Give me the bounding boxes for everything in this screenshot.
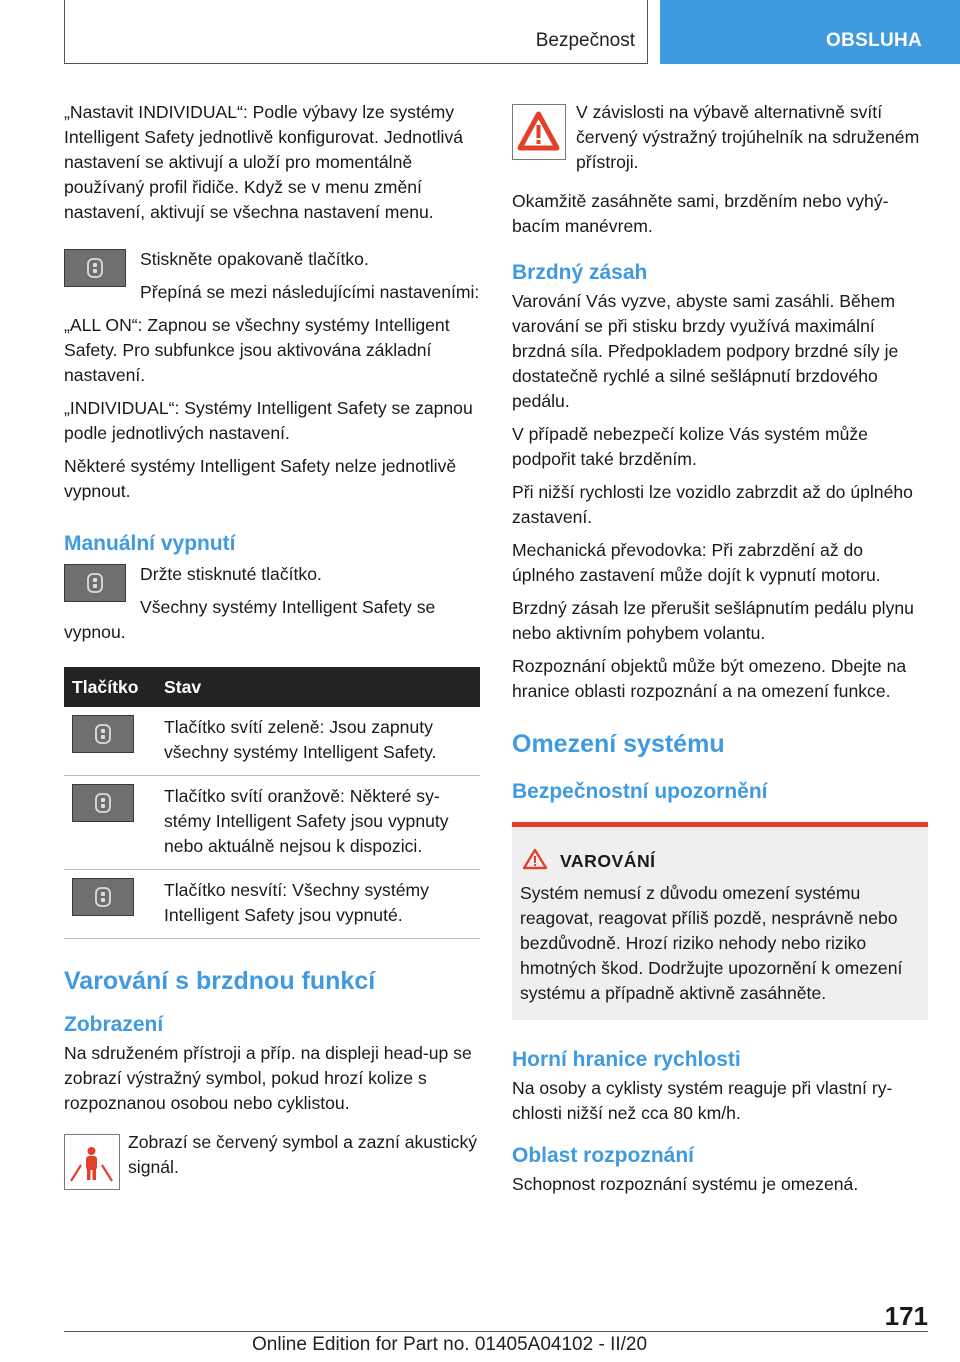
- paragraph-display: Na sdruženém přístroji a příp. na displeji head-up se zobrazí výstražný symbol, pokud hrozí kolize s rozpoznanou osobou nebo cyklistou.: [64, 1043, 472, 1113]
- alt-triangle-text: V závislosti na výbavě alternativně svítí červený výstražný trojúhelník na sdruženém přístroji.: [576, 102, 920, 172]
- paragraph-individual-setting: „Nastavit INDIVIDUAL“: Podle výbavy lze systémy Intelligent Safety jednotlivě konfigurovat. Jednotlivá nastavení se aktivují a uloží pro momentálně používaný profil řidiče. Když se v menu změní nastavení, aktivují se všechna nastavení menu.: [64, 102, 464, 222]
- all-off-text: Všechny systémy Intelligent Safety se vypnou.: [64, 597, 436, 642]
- left-column: [64, 100, 480, 1180]
- warning-title: VAROVÁNÍ: [520, 849, 920, 873]
- heading-safety-notes: Bezpečnostní upozornění: [512, 780, 768, 803]
- warning-text: Systém nemusí z důvodu omezení systému reagovat, reagovat příliš pozdě, nesprávně nebo bezdůvodně. Hrozí riziko nehody nebo riziko hmotných škod. Dodržujte upozornění k omezení systému a případně aktivně zasáhněte.: [520, 883, 903, 1003]
- status-table: [64, 667, 480, 939]
- triangle-step: [512, 100, 928, 175]
- paragraph-all-on: „ALL ON“: Zapnou se všechny systémy Intelligent Safety. Pro subfunkce jsou aktivována základní nastavení.: [64, 315, 450, 385]
- right-column: [512, 100, 928, 1205]
- warning-triangle-small-icon: [522, 848, 548, 870]
- table-row: [64, 870, 480, 939]
- warning-box: [512, 822, 928, 1020]
- heading-system-limits: Omezení systému: [512, 730, 725, 758]
- paragraph-speed-limit: Na osoby a cyklisty systém reaguje při vlastní rychlosti nižší než cca 80 km/h.: [512, 1078, 893, 1123]
- red-symbol-text: Zobrazí se červený symbol a zazní akustický signál.: [128, 1132, 478, 1177]
- table-cell-status: Tlačítko svítí zeleně: Jsou zapnuty všechny systémy Intelligent Safety.: [156, 707, 480, 776]
- paragraph-intervene: Okamžitě zasáhněte sami, brzděním nebo vyhýbacím manévrem.: [512, 191, 889, 236]
- table-row: [64, 776, 480, 870]
- step-hold-button: [64, 562, 480, 645]
- table-row: [64, 707, 480, 776]
- footer-divider: [64, 1331, 928, 1332]
- safety-button-orange-icon: [72, 784, 134, 822]
- page-number: 171: [884, 1301, 928, 1331]
- safety-button-icon: [64, 249, 126, 287]
- heading-detection-range: Oblast rozpoznání: [512, 1144, 695, 1167]
- heading-brake-intervention: Brzdný zásah: [512, 261, 648, 284]
- header-chapter-tab: OBSLUHA: [660, 0, 960, 64]
- safety-button-icon: [64, 564, 126, 602]
- header-section-title: Bezpečnost: [535, 30, 635, 51]
- footer-edition: Online Edition for Part no. 01405A04102 - II/20: [252, 1334, 648, 1355]
- safety-button-green-icon: [72, 715, 134, 753]
- safety-button-off-icon: [72, 878, 134, 916]
- table-header-button: Tlačítko: [64, 667, 156, 707]
- step-hold-text: Držte stisknuté tlačítko.: [140, 564, 322, 584]
- paragraph-brake-4: Mechanická převodovka: Při zabrzdění až do úplného zastavení může dojít k vypnutí motoru.: [512, 540, 881, 585]
- heading-manual-off: Manuální vypnutí: [64, 532, 236, 555]
- paragraph-brake-3: Při nižší rychlosti lze vozidlo zabrzdit až do úplného zastavení.: [512, 482, 913, 527]
- table-header-status: Stav: [156, 667, 480, 707]
- step-switch-text: Přepíná se mezi následujícími nastaveními:: [140, 282, 480, 302]
- paragraph-individual: „INDIVIDUAL“: Systémy Intelligent Safety se zapnou podle jednotlivých nastavení.: [64, 398, 473, 443]
- red-symbol-step: [64, 1130, 480, 1180]
- paragraph-not-all-off: Některé systémy Intelligent Safety nelze jednotlivě vypnout.: [64, 456, 457, 501]
- pedestrian-warning-icon: [64, 1134, 120, 1190]
- paragraph-brake-6: Rozpoznání objektů může být omezeno. Dbejte na hranice oblasti rozpoznání a na omezení funkce.: [512, 656, 907, 701]
- table-cell-status: Tlačítko svítí oranžově: Některé systémy Intelligent Safety jsou vypnuty nebo aktuálně nejsou k dispozici.: [156, 776, 480, 870]
- heading-display: Zobrazení: [64, 1013, 164, 1036]
- step-press-button: [64, 247, 480, 305]
- heading-collision-warning: Varování s brzdnou funkcí: [64, 967, 376, 995]
- table-cell-status: Tlačítko nesvítí: Všechny systémy Intelligent Safety jsou vypnuté.: [156, 870, 480, 939]
- heading-speed-limit: Horní hranice rychlosti: [512, 1048, 741, 1071]
- paragraph-brake-1: Varování Vás vyzve, abyste sami zasáhli. Během varování se při stisku brzdy využívá maximální brzdná síla. Předpokladem podpory brzdné síly je dostatečně rychlé a silné sešlápnutí brzdového pedálu.: [512, 291, 899, 411]
- paragraph-detection-range: Schopnost rozpoznání systému je omezená.: [512, 1174, 859, 1194]
- step-press-text: Stiskněte opakovaně tlačítko.: [140, 249, 369, 269]
- header-frame: [64, 0, 648, 64]
- warning-triangle-icon: [512, 104, 566, 160]
- paragraph-brake-2: V případě nebezpečí kolize Vás systém může podpořit také brzděním.: [512, 424, 868, 469]
- paragraph-brake-5: Brzdný zásah lze přerušit sešlápnutím pedálu plynu nebo aktivním pohybem volantu.: [512, 598, 914, 643]
